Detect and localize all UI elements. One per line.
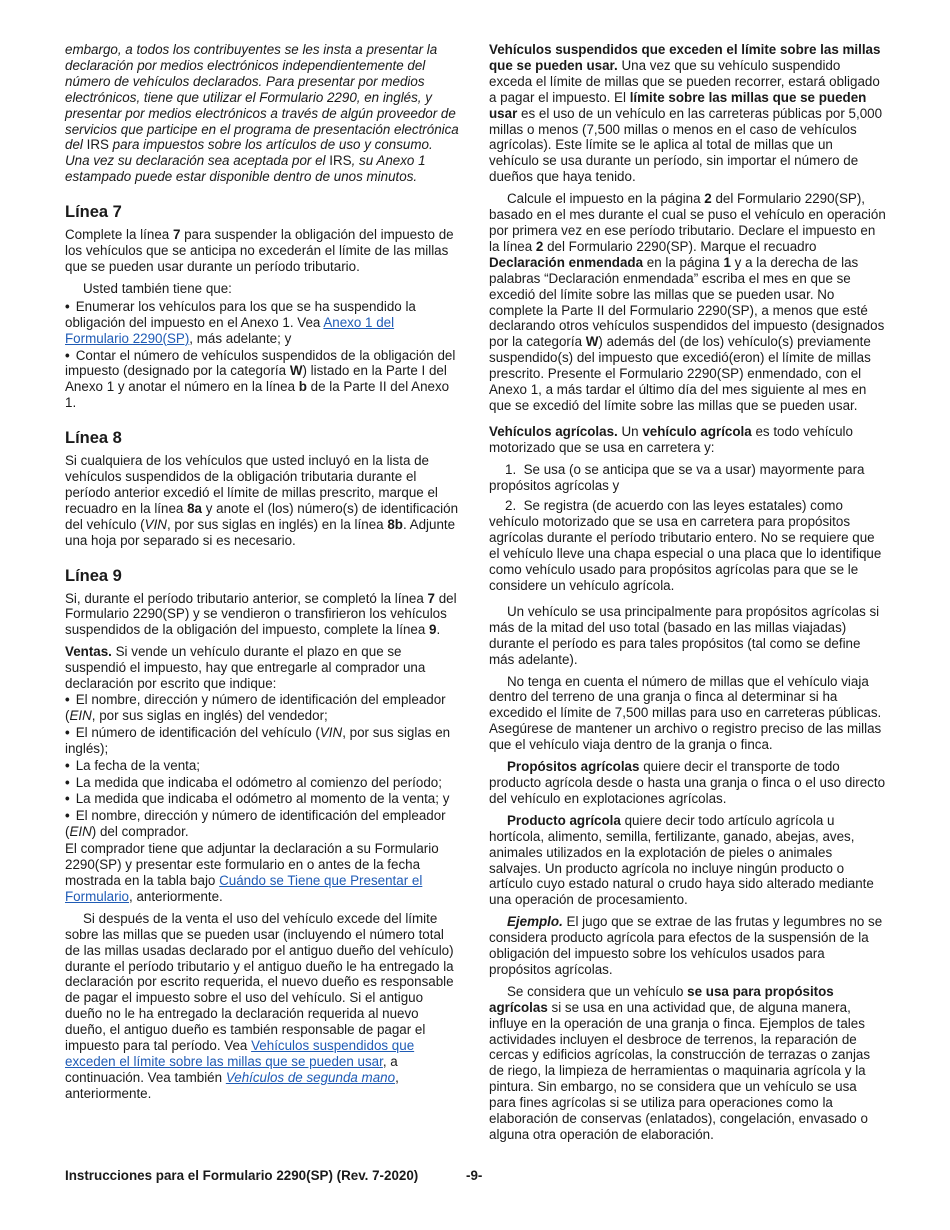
se-considera-paragraph: Se considera que un vehículo se usa para propósitos agrícolas si se usa en una actividad que, de alguna manera, influye en la operación de una granja o finca. Ejemplos de tales actividades incluyen el desbroce de terrenos, la reparación de cercas y edificios agrícolas, la construcción de terrazas o zanjas de riego, la limpieza de herramientas o maquinaria agrícola y la pintura. Sin embargo, no se considera que un vehículo se usa para fines agrícolas si se utiliza para operaciones como la elaboración de conservas (enlatados), congelación, envasado o alguna otra operación de elaboración. — [489, 983, 871, 1142]
footer-title: Instrucciones para el Formulario 2290(SP) (Rev. 7-2020) — [65, 1168, 419, 1183]
principalmente-paragraph: Un vehículo se usa principalmente para propósitos agrícolas si más de la mitad del uso total (basado en las millas viajadas) durante el período es para tales propósitos (tal como se define más adelante). — [489, 603, 880, 667]
intro-paragraph: embargo, a todos los contribuyentes se les insta a presentar la declaración por medios electrónicos independientemente del número de vehículos declarados. Para presentar por medios electrónicos, tiene que utilizar el Formulario 2290, en inglés, y presentar por medios electrónicos a través de algún proveedor de servicios que participe en el programa de presentación electrónica del IRS para impuestos sobre los artículos de uso y consumo. Una vez su declaración sea aceptada por el IRS, su Anexo 1 estampado puede estar disponible dentro de unos minutos. — [65, 42, 459, 185]
link-vehiculos-suspendidos[interactable]: Vehículos suspendidos que exceden el límite sobre las millas que se pueden usar — [65, 1038, 415, 1069]
heading-linea-9: Línea 9 — [65, 566, 122, 585]
link-anexo-1[interactable]: Anexo 1 del Formulario 2290(SP) — [65, 314, 395, 346]
page-footer — [65, 1168, 887, 1184]
heading-linea-8: Línea 8 — [65, 429, 122, 448]
page-number: -9- — [466, 1168, 483, 1183]
list-item: • Enumerar los vehículos para los que se ha suspendido la obligación del impuesto en el Anexo 1. Vea Anexo 1 del Formulario 2290(SP), más adelante; y — [65, 299, 460, 347]
calcule-paragraph: Calcule el impuesto en la página 2 del Formulario 2290(SP), basado en el mes durante el cual se puso el vehículo en operación por primera vez en ese período tributario. Declare el impuesto en la línea 2 del Formulario 2290(SP). Marque el recuadro Declaración enmendada en la página 1 y a la derecha de las palabras “Declaración enmendada” escriba el mes en que se excedió del límite sobre las millas que se pueden usar. No complete la Parte II del Formulario 2290(SP), a menos que esté declarando otros vehículos suspendidos del impuesto (designados por la categoría W) además del (de los) vehículo(s) previamente suspendido(s) del impuesto que excedió(eron) el límite de millas prescrito. Presente el Formulario 2290(SP) enmendado, con el Anexo 1, a más tardar el último día del mes siguiente al mes en que se excedió del límite sobre las millas que se pueden usar. — [489, 191, 886, 413]
no-tenga-paragraph: No tenga en cuenta el número de millas que el vehículo viaja dentro del terreno de una granja o finca al determinar si ha excedido el límite de 7,500 millas para uso en carreteras públicas. Asegúrese de mantener un archivo o registro preciso de las millas que el vehículo viaja dentro de la granja o finca. — [489, 673, 882, 753]
producto-paragraph: Producto agrícola quiere decir todo artículo agrícola u hortícola, alimento, semilla, fertilizante, ganado, abejas, aves, animales utilizados en la explotación de pieles o animales salvajes. Un producto agrícola no incluye ningún producto o artículo cuyo estado natural o crudo haya sido alterado mediante una operación de procesamiento. — [489, 812, 874, 908]
ejemplo-paragraph: Ejemplo. El jugo que se extrae de las frutas y legumbres no se considera producto agrícola para efectos de la suspensión de la obligación del impuesto sobre los vehículos usados para propósitos agrícolas. — [489, 914, 883, 977]
linea-7-paragraph: Complete la línea 7 para suspender la obligación del impuesto de los vehículos que se anticipa no excederán el límite de las millas que se pueden usar durante un período tributario. — [65, 227, 454, 274]
linea-7-intro-list: Usted también tiene que: — [83, 280, 232, 296]
list-item: • El número de identificación del vehículo (VIN, por sus siglas en inglés); — [65, 725, 460, 757]
ventas-bullets — [65, 692, 460, 840]
list-item-2: 2. Se registra (de acuerdo con las leyes estatales) como vehículo motorizado que se usa en carretera para propósitos agrícolas durante el período tributario entero. No se requiere que el vehículo lleve una chapa especial o una placa que lo identifique como vehículo usado para propósitos agrícolas para que se le considere un vehículo agrícola. — [489, 498, 882, 593]
link-cuando-presentar[interactable]: Cuándo se Tiene que Presentar el Formulario — [65, 872, 423, 904]
linea-8-paragraph: Si cualquiera de los vehículos que usted incluyó en la lista de vehículos suspendidos de la obligación tributaria durante el período anterior excedió el límite de millas prescrito, marque el recuadro en la línea 8a y anote el (los) número(s) de identificación del vehículo (VIN, por sus siglas en inglés) en la línea 8b. Adjunte una hoja por separado si es necesario. — [65, 453, 459, 548]
list-item: • La fecha de la venta; — [65, 758, 460, 774]
propositos-paragraph: Propósitos agrícolas quiere decir el transporte de todo producto agrícola desde o hasta una granja o finca o el uso directo del vehículo en explotaciones agrícolas. — [489, 759, 886, 806]
left-column — [65, 42, 460, 1108]
agricolas-paragraph: Vehículos agrícolas. Un vehículo agrícola es todo vehículo motorizado que se usa en carretera y: — [489, 423, 853, 455]
ventas-paragraph: Ventas. Si vende un vehículo durante el plazo en que se suspendió el impuesto, hay que entregarle al comprador una declaración por escrito que indique: — [65, 644, 426, 692]
list-item: • Contar el número de vehículos suspendidos de la obligación del impuesto (designado por la categoría W) listado en la Parte I del Anexo 1 y anotar el número en la línea b de la Parte II del Anexo 1. — [65, 348, 460, 412]
right-column — [489, 42, 886, 1149]
heading-linea-7: Línea 7 — [65, 203, 122, 222]
link-segunda-mano[interactable]: Vehículos de segunda mano — [225, 1069, 396, 1085]
list-item: • La medida que indicaba el odómetro al momento de la venta; y — [65, 791, 460, 807]
linea-7-bullets — [65, 299, 460, 411]
list-item: • El nombre, dirección y número de identificación del empleador (EIN, por sus siglas en inglés) del vendedor; — [65, 692, 460, 724]
comprador-paragraph: El comprador tiene que adjuntar la declaración a su Formulario 2290(SP) y presentar este formulario en o antes de la fecha mostrada en la tabla bajo Cuándo se Tiene que Presentar el Formulario, anteriormente. — [65, 841, 439, 904]
linea-9-paragraph: Si, durante el período tributario anterior, se completó la línea 7 del Formulario 2290(SP) y se vendieron o transfirieron los vehículos suspendidos de la obligación del impuesto, complete la línea 9. — [65, 590, 457, 638]
exceden-paragraph: Vehículos suspendidos que exceden el límite sobre las millas que se pueden usar. Una vez que su vehículo suspendido exceda el límite de millas que se pueden recorrer, estará obligado a pagar el impuesto. El límite sobre las millas que se pueden usar es el uso de un vehículo en las carreteras públicas por 5,000 millas o menos (7,500 millas o menos en el caso de vehículos agrícolas). Este límite se le aplica al total de millas que un vehículo se usa durante un período, sin importar el número de dueños que haya tenido. — [489, 42, 883, 185]
list-item: • El nombre, dirección y número de identificación del empleador (EIN) del comprador. — [65, 808, 460, 840]
list-item-1: 1. Se usa (o se anticipa que se va a usar) mayormente para propósitos agrícolas y — [489, 461, 865, 493]
list-item: • La medida que indicaba el odómetro al comienzo del período; — [65, 775, 460, 791]
despues-paragraph: Si después de la venta el uso del vehículo excede del límite sobre las millas que se pueden usar (incluyendo el número total de las millas usadas declarado por el antiguo dueño del vehículo) durante el período tributario y el antiguo dueño le ha entregado la declaración por escrito requerida, el nuevo dueño es responsable de pagar el impuesto sobre el uso del vehículo. Si el antiguo dueño no le ha entregado la declaración requerida al nuevo dueño, el antiguo dueño es también responsable de pagar el impuesto para tal período. Vea Vehículos suspendidos que exceden el límite sobre las millas que se pueden usar, a continuación. Vea también Vehículos de segunda mano, anteriormente. — [65, 910, 454, 1101]
